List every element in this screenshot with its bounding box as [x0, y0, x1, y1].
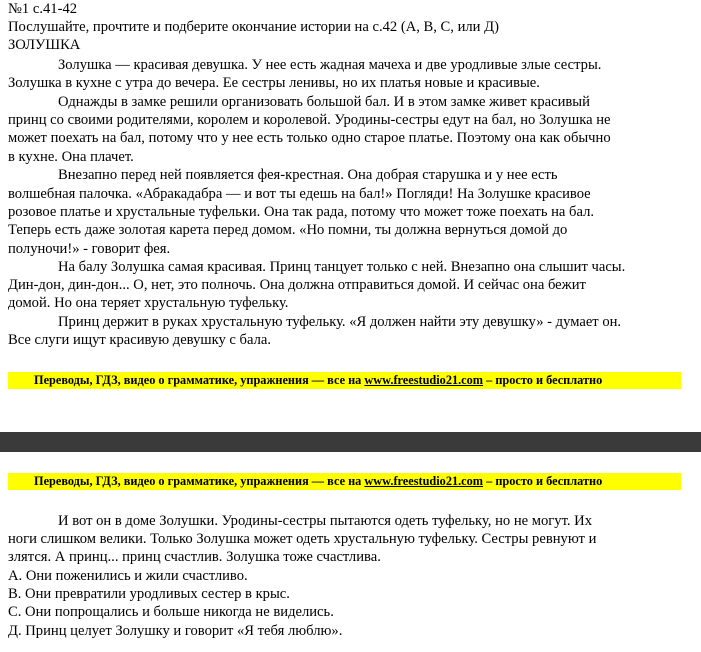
story-line: принц со своими родителями, королем и королевой. Уродины-сестры едут на бал, но Золушка не — [8, 112, 611, 128]
story-line: Однажды в замке решили организовать большой бал. И в этом замке живет красивый — [58, 94, 590, 110]
story-line: может поехать на бал, потому что у нее есть только одно старое платье. Поэтому она как обычно — [8, 130, 611, 146]
story-line: домой. Но она теряет хрустальную туфельку. — [8, 295, 289, 311]
promo-banner-2 — [8, 473, 681, 490]
story-line: Внезапно перед ней появляется фея-крестная. Она добрая старушка и у нее есть — [58, 167, 558, 183]
option-b: В. Они превратили уродливых сестер в крыс. — [8, 586, 290, 602]
document-page-2 — [0, 452, 701, 652]
story-line: Принц держит в руках хрустальную туфельку. «Я должен найти эту девушку» - думает он. — [58, 314, 622, 330]
banner-suffix: – просто и бесплатно — [483, 474, 603, 488]
continuation-line: И вот он в доме Золушки. Уродины-сестры пытаются одеть туфельку, но не могут. Их — [58, 513, 592, 529]
site-link[interactable]: www.freestudio21.com — [364, 474, 484, 488]
story-line: Все слуги ищут красивую девушку с бала. — [8, 332, 272, 348]
promo-banner — [8, 372, 681, 389]
story-line: полуночи!» - говорит фея. — [8, 241, 171, 257]
story-line: Теперь есть даже золотая карета перед домом. «Но помни, ты должна вернуться домой до — [8, 222, 568, 238]
story-line: На балу Золушка самая красивая. Принц танцует только с ней. Внезапно она слышит часы. — [58, 259, 626, 275]
story-line: волшебная палочка. «Абракадабра — и вот ты едешь на бал!» Погляди! На Золушке красивое — [8, 186, 591, 202]
story-line: в кухне. Она плачет. — [8, 149, 134, 165]
story-line: Дин-дон, дин-дон... О, нет, это полночь. Она должна отправиться домой. И сейчас она бежит — [8, 277, 586, 293]
banner-prefix: Переводы, ГДЗ, видео о грамматике, упражнения — все на — [34, 373, 365, 387]
continuation-line: злятся. А принц... принц счастлив. Золушка тоже счастлива. — [8, 549, 381, 565]
task-instruction: Послушайте, прочтите и подберите окончание истории на с.42 (A, B, C, или Д) — [8, 19, 499, 35]
story-line: Золушка — красивая девушка. У нее есть жадная мачеха и две уродливые злые сестры. — [58, 57, 602, 73]
banner-prefix: Переводы, ГДЗ, видео о грамматике, упражнения — все на — [34, 474, 365, 488]
option-c: С. Они попрощались и больше никогда не виделись. — [8, 604, 334, 620]
page-separator — [0, 432, 701, 452]
option-a: А. Они поженились и жили счастливо. — [8, 568, 248, 584]
banner-suffix: – просто и бесплатно — [483, 373, 603, 387]
option-d: Д. Принц целует Золушку и говорит «Я тебя люблю». — [8, 623, 343, 639]
site-link[interactable]: www.freestudio21.com — [364, 373, 484, 387]
story-title: ЗОЛУШКА — [8, 37, 81, 53]
story-line: Золушка в кухне с утра до вечера. Ее сестры ленивы, но их платья новые и красивые. — [8, 75, 540, 91]
story-line: розовое платье и хрустальные туфельки. Она так рада, потому что может тоже поехать на бал. — [8, 204, 595, 220]
exercise-number: №1 с.41-42 — [8, 1, 78, 17]
continuation-line: ноги слишком велики. Только Золушка может одеть хрустальную туфельку. Сестры ревнуют и — [8, 531, 597, 547]
